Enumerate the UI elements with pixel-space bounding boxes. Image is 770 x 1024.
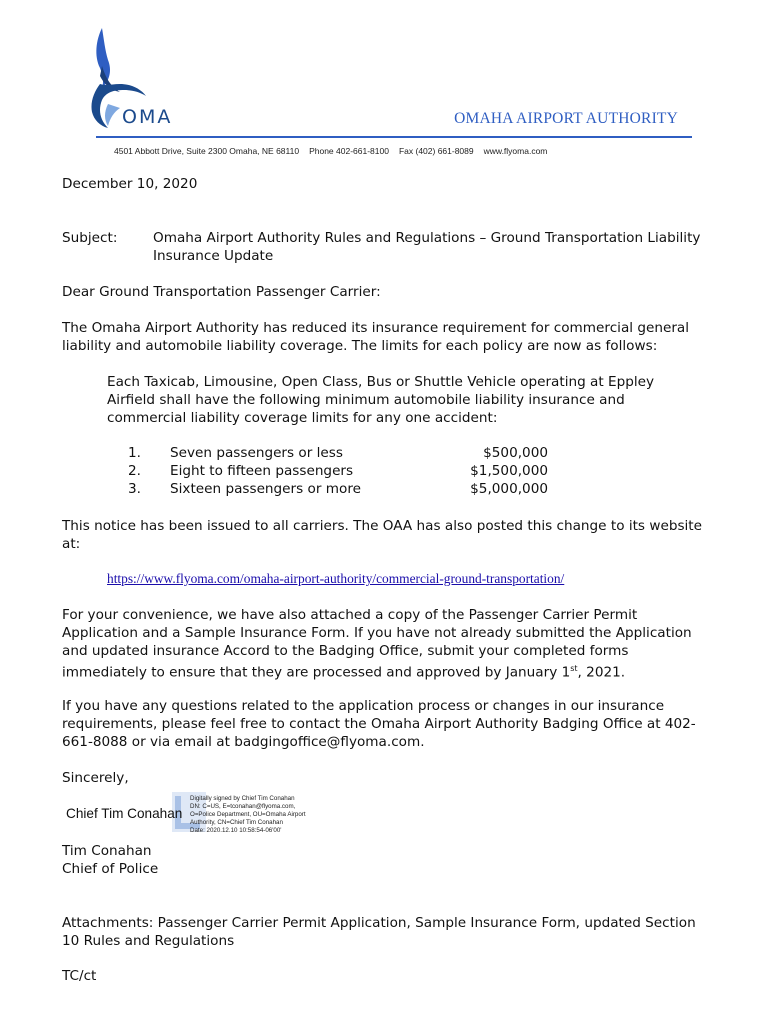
signature-line: DN: C=US, E=tconahan@flyoma.com, (190, 803, 296, 810)
limit-description: Seven passengers or less (170, 445, 343, 461)
signer-title: Chief of Police (62, 861, 159, 877)
salutation: Dear Ground Transportation Passenger Carrier: (62, 284, 381, 300)
subject-text: Omaha Airport Authority Rules and Regulations – Ground Transportation Liability Insurance Update (153, 230, 701, 264)
logo-wordmark: OMA (122, 106, 173, 128)
limit-description: Sixteen passengers or more (170, 481, 361, 497)
contact-line (114, 146, 557, 156)
signature-line: Date: 2020.12.10 10:58:54-06'00' (190, 827, 282, 834)
paragraph-convenience-end: , 2021. (577, 664, 626, 681)
paragraph-intro: The Omaha Airport Authority has reduced its insurance requirement for commercial general liability and automobile liability coverage. The limits for each policy are now as follows: (62, 320, 690, 354)
ordinal-suffix: st (570, 664, 578, 673)
limit-number: 2. (128, 463, 141, 479)
limit-number: 1. (128, 445, 141, 461)
paragraph-notice: This notice has been issued to all carriers. The OAA has also posted this change to its website at: (62, 518, 703, 552)
attachments: Attachments: Passenger Carrier Permit Application, Sample Insurance Form, updated Section 10 Rules and Regulations (62, 915, 696, 949)
signature-line: O=Police Department, OU=Omaha Airport (190, 811, 306, 818)
subject-label: Subject: (62, 230, 118, 246)
signature-line: Authority, CN=Chief Tim Conahan (190, 819, 283, 826)
initials: TC/ct (62, 968, 97, 984)
phone: Phone 402-661-8100 (309, 146, 389, 156)
indented-requirement: Each Taxicab, Limousine, Open Class, Bus or Shuttle Vehicle operating at Eppley Airfield shall have the following minimum automobile liability insurance and commercial liability coverage limits for any one accident: (107, 374, 655, 426)
fax: Fax (402) 661-8089 (398, 146, 474, 156)
limits-list (128, 444, 558, 498)
paragraph-questions: If you have any questions related to the application process or changes in our insurance requirements, please feel free to contact the Omaha Airport Authority Badging Office at 402-661-8088 or via email at badgingoffice@flyoma.com. (62, 698, 696, 750)
signer-block (62, 842, 158, 878)
limit-amount: $500,000 (483, 445, 548, 461)
website[interactable]: www.flyoma.com (483, 146, 548, 156)
limit-amount: $1,500,000 (470, 463, 548, 479)
limit-description: Eight to fifteen passengers (170, 463, 354, 479)
signature-name: Chief Tim Conahan (66, 806, 183, 821)
paragraph-convenience-text: For your convenience, we have also attached a copy of the Passenger Carrier Permit Application and a Sample Insurance Form. If you have not already submitted the Application and updated insurance Accord to the Badging Office, submit your completed forms immediately to ensure that they are processed and approved by January 1 (62, 607, 692, 681)
limit-row (128, 462, 558, 480)
digital-signature-details (190, 795, 306, 835)
signer-name: Tim Conahan (62, 843, 152, 859)
limit-row (128, 480, 558, 498)
organization-name: OMAHA AIRPORT AUTHORITY (454, 110, 678, 127)
paragraph-convenience (62, 606, 712, 682)
limit-number: 3. (128, 481, 141, 497)
limit-row (128, 444, 558, 462)
signature-line: Digitally signed by Chief Tim Conahan (190, 795, 295, 802)
limit-amount: $5,000,000 (470, 481, 548, 497)
website-link[interactable]: https://www.flyoma.com/omaha-airport-authority/commercial-ground-transportation/ (107, 571, 565, 586)
closing: Sincerely, (62, 770, 129, 786)
header-divider (96, 136, 692, 138)
address: 4501 Abbott Drive, Suite 2300 Omaha, NE 68110 (114, 146, 300, 156)
letter-date: December 10, 2020 (62, 176, 198, 192)
